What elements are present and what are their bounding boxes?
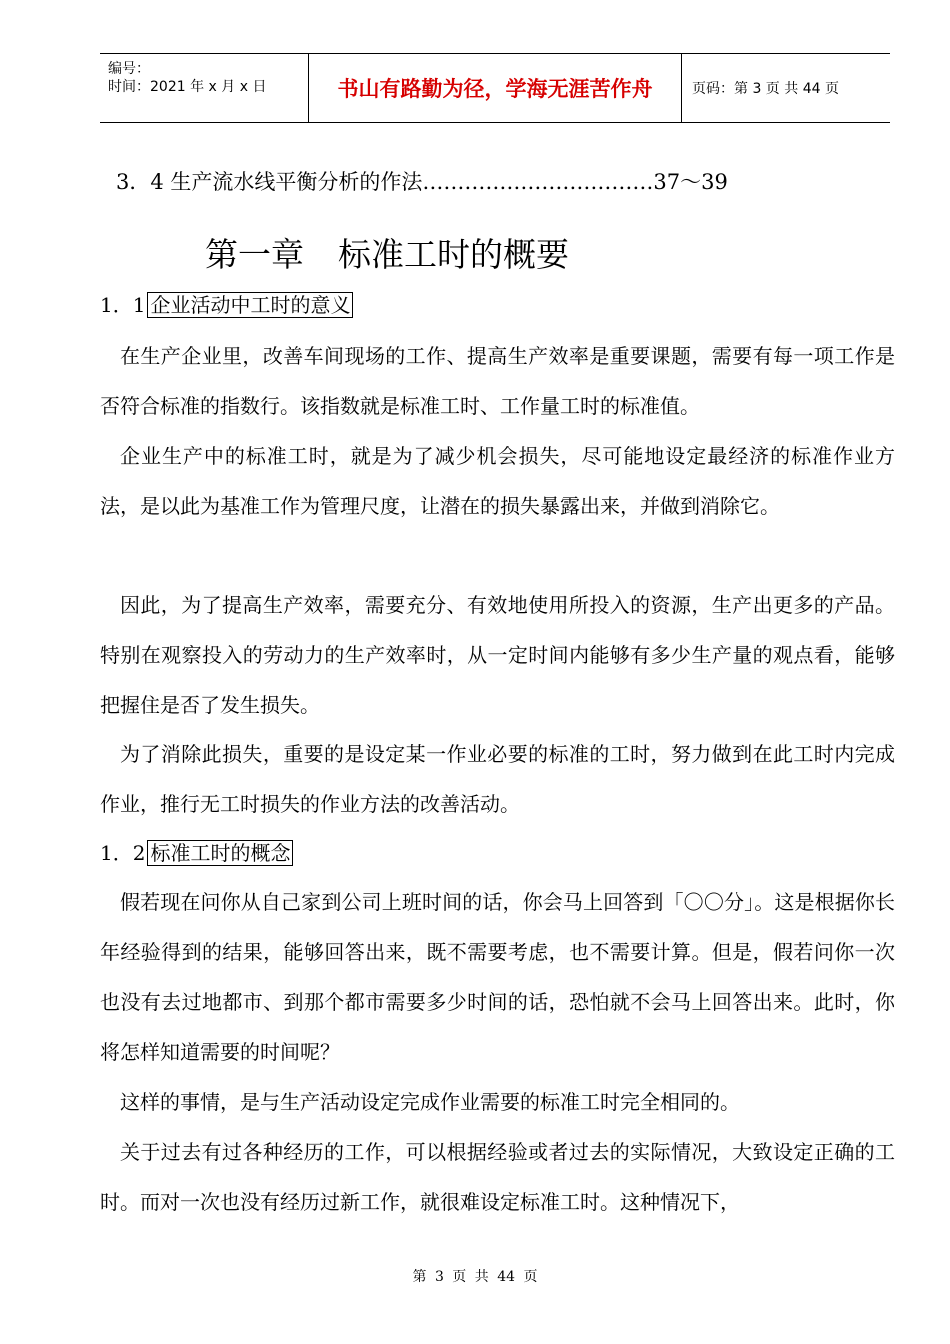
paragraph: 在生产企业里，改善车间现场的工作、提高生产效率是重要课题，需要有每一项工作是否符合标准的指数行。该指数就是标准工时、工作量工时的标准值。 [100, 344, 895, 418]
header-page-label: 页码：第 3 页 共 44 页 [682, 54, 891, 123]
paragraph: 为了消除此损失，重要的是设定某一作业必要的标准的工时，努力做到在此工时内完成作业，推行无工时损失的作业方法的改善活动。 [100, 742, 895, 816]
section-heading [100, 291, 353, 319]
paragraph: 关于过去有过各种经历的工作，可以根据经验或者过去的实际情况，大致设定正确的工时。而对一次也没有经历过新工作，就很难设定标准工时。这种情况下， [100, 1140, 895, 1214]
chapter-title [205, 233, 569, 277]
section-number: 1．2 [100, 841, 146, 865]
header-number-label: 编号： [108, 61, 150, 77]
header-time-label: 时间：2021 年 x 月 x 日 [108, 79, 267, 95]
section-heading [100, 839, 293, 867]
section-number: 1．1 [100, 293, 146, 317]
section-title: 标准工时的概念 [147, 840, 293, 866]
paragraph: 这样的事情，是与生产活动设定完成作业需要的标准工时完全相同的。 [120, 1090, 740, 1114]
page-footer: 第 3 页 共 44 页 [412, 1269, 538, 1285]
paragraph: 企业生产中的标准工时，就是为了减少机会损失，尽可能地设定最经济的标准作业方法，是以此为基准工作为管理尺度，让潜在的损失暴露出来，并做到消除它。 [100, 444, 895, 518]
page-header [100, 53, 890, 123]
section-title: 企业活动中工时的意义 [147, 292, 353, 318]
paragraph: 假若现在问你从自己家到公司上班时间的话，你会马上回答到「〇〇分」。这是根据你长年经验得到的结果，能够回答出来，既不需要考虑，也不需要计算。但是，假若问你一次也没有去过地都市、到那个都市需要多少时间的话，恐怕就不会马上回答出来。此时，你将怎样知道需要的时间呢？ [100, 890, 895, 1064]
paragraph: 因此，为了提高生产效率，需要充分、有效地使用所投入的资源，生产出更多的产品。特别在观察投入的劳动力的生产效率时，从一定时间内能够有多少生产量的观点看，能够把握住是否了发生损失。 [100, 593, 895, 717]
toc-entry: 3．4 生产流水线平衡分析的作法……………………………37～39 [116, 170, 728, 194]
header-meta [100, 54, 309, 123]
header-motto: 书山有路勤为径，学海无涯苦作舟 [309, 54, 682, 123]
chapter-name: 标准工时的概要 [338, 235, 569, 274]
chapter-label: 第一章 [205, 235, 304, 274]
